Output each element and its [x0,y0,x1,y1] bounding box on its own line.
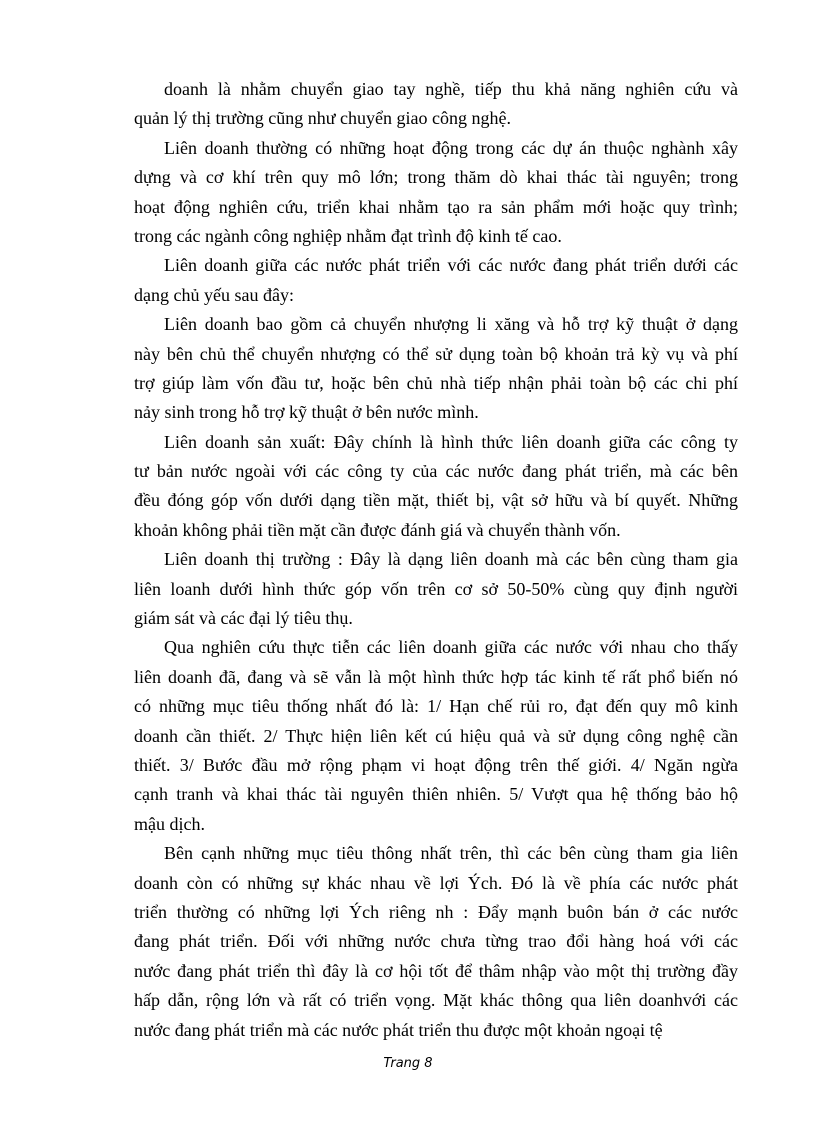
text-line: liên doanh đã, đang và sẽ vẫn là một hình thức hợp tác kinh tế rất phổ biến nó [134,666,738,687]
text-line: đều đóng góp vốn dưới dạng tiền mặt, thiết bị, vật sở hữu và bí quyết. Những [134,490,738,511]
text-line: quản lý thị trường cũng như chuyển giao công nghệ. [134,108,511,129]
text-line: Bên cạnh những mục tiêu thông nhất trên, thì các bên cùng tham gia liên [164,843,738,864]
text-line: liên loanh dưới hình thức góp vốn trên cơ sở 50-50% cùng quy định người [134,578,738,599]
text-line: Qua nghiên cứu thực tiễn các liên doanh giữa các nước với nhau cho thấy [164,637,738,658]
text-line: Liên doanh giữa các nước phát triển với các nước đang phát triển dưới các [164,255,738,276]
text-line: doanh cần thiết. 2/ Thực hiện liên kết cú hiệu quả và sử dụng công nghệ cần [134,725,738,746]
text-line: triển thường có những lợi Ých riêng nh : Đẩy mạnh buôn bán ở các nước [134,901,738,922]
page-number: Trang 8 [383,1056,433,1071]
text-line: thiết. 3/ Bước đầu mở rộng phạm vi hoạt động trên thế giới. 4/ Ngăn ngừa [134,754,738,775]
text-line: hoạt động nghiên cứu, triển khai nhằm tạo ra sản phẩm mới hoặc quy trình; [134,196,738,217]
text-line: mậu dịch. [134,813,205,834]
text-line: cạnh tranh và khai thác tài nguyên thiên nhiên. 5/ Vượt qua hệ thống bảo hộ [134,784,738,805]
text-line: hấp dẫn, rộng lớn và rất có triển vọng. Mặt khác thông qua liên doanhvới các [134,990,738,1011]
text-line: dạng chủ yếu sau đây: [134,284,294,305]
text-line: trợ giúp làm vốn đầu tư, hoặc bên chủ nhà tiếp nhận phải toàn bộ các chi phí [134,372,738,393]
text-line: có những mục tiêu thống nhất đó là: 1/ Hạn chế rủi ro, đạt đến quy mô kinh [134,696,738,717]
text-line: doanh là nhằm chuyển giao tay nghề, tiếp thu khả năng nghiên cứu và [164,79,738,99]
text-line: Liên doanh thường có những hoạt động trong các dự án thuộc nghành xây [164,137,738,158]
body-text [134,75,738,1045]
text-line: Liên doanh bao gồm cả chuyển nhượng li xăng và hỗ trợ kỹ thuật ở dạng [164,314,738,335]
text-line: tư bản nước ngoài với các công ty của các nước đang phát triển, mà các bên [134,461,738,482]
text-line: nảy sinh trong hỗ trợ kỹ thuật ở bên nước mình. [134,402,479,423]
text-line: này bên chủ thể chuyển nhượng có thể sử dụng toàn bộ khoản trả kỳ vụ và phí [134,343,738,364]
text-line: Liên doanh thị trường : Đây là dạng liên doanh mà các bên cùng tham gia [164,549,738,570]
text-line: nước đang phát triển mà các nước phát triển thu được một khoản ngoại tệ [134,1019,663,1040]
text-line: trong các ngành công nghiệp nhằm đạt trình độ kinh tế cao. [134,225,562,246]
text-line: dựng và cơ khí trên quy mô lớn; trong thăm dò khai thác tài nguyên; trong [134,167,738,188]
text-line: khoản không phải tiền mặt cần được đánh giá và chuyển thành vốn. [134,519,621,540]
text-line: Liên doanh sản xuất: Đây chính là hình thức liên doanh giữa các công ty [164,431,738,452]
text-line: giám sát và các đại lý tiêu thụ. [134,608,353,629]
text-line: nước đang phát triển thì đây là cơ hội tốt để thâm nhập vào một thị trường đầy [134,960,738,981]
text-line: đang phát triển. Đối với những nước chưa từng trao đổi hàng hoá với các [134,931,738,952]
text-line: doanh còn có những sự khác nhau về lợi Ých. Đó là về phía các nước phát [134,872,738,893]
